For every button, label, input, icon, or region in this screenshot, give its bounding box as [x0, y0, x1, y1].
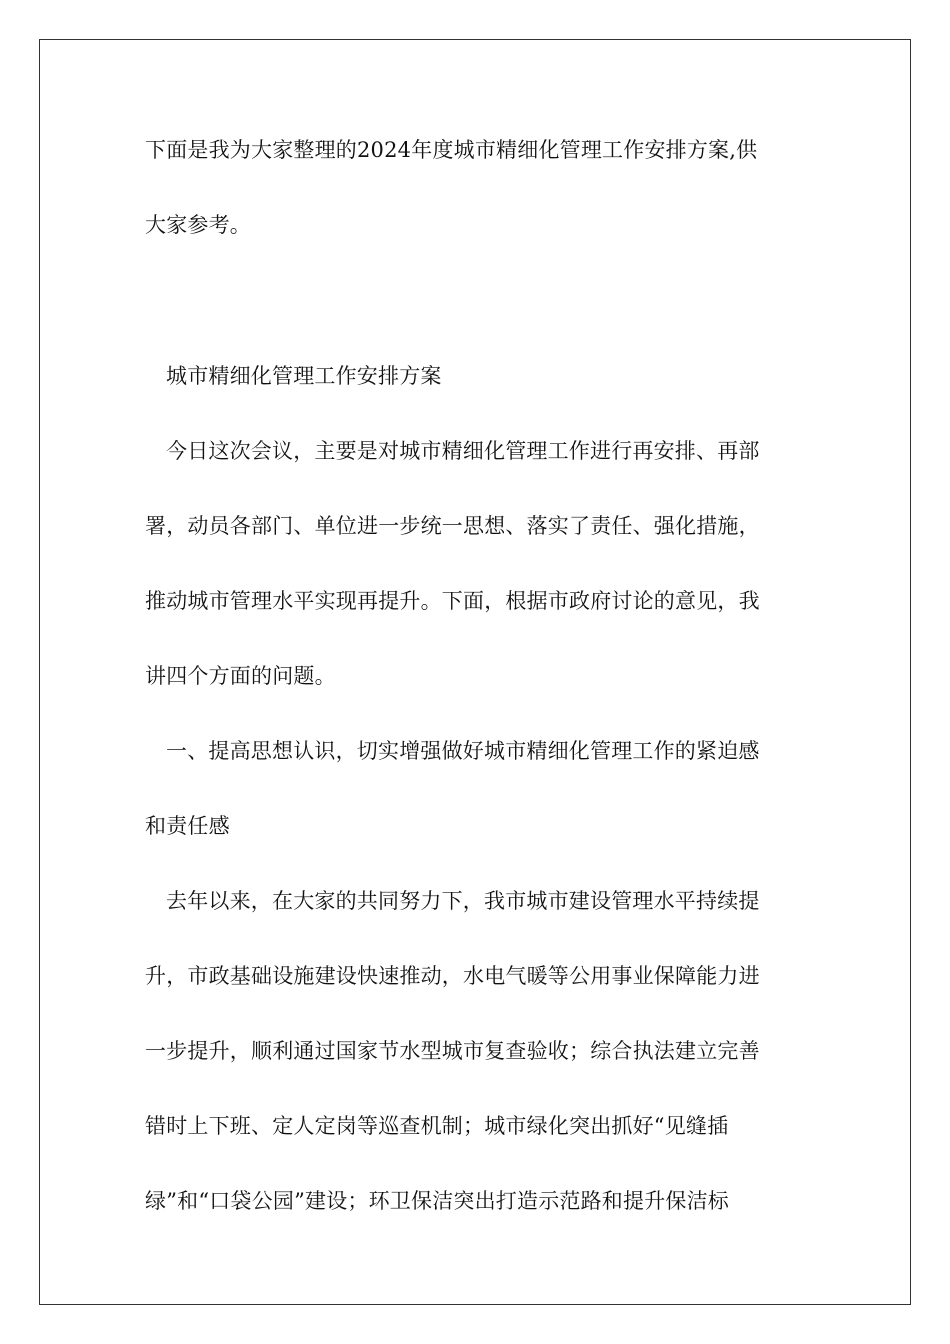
paragraph1-line-3: 推动城市管理水平实现再提升。下面，根据市政府讨论的意见，我 [145, 589, 760, 613]
paragraph1-line-2: 署，动员各部门、单位进一步统一思想、落实了责任、强化措施， [145, 514, 760, 538]
paragraph2-line-2: 升，市政基础设施建设快速推动，水电气暖等公用事业保障能力进 [145, 964, 760, 988]
paragraph1-line-1: 今日这次会议，主要是对城市精细化管理工作进行再安排、再部 [166, 439, 760, 463]
document-title: 城市精细化管理工作安排方案 [166, 364, 442, 388]
paragraph2-line-1: 去年以来，在大家的共同努力下，我市城市建设管理水平持续提 [166, 889, 760, 913]
paragraph2-line-5: 绿”和“口袋公园”建设；环卫保洁突出打造示范路和提升保洁标 [145, 1189, 730, 1213]
paragraph1-line-4: 讲四个方面的问题。 [145, 664, 336, 688]
paragraph2-line-4: 错时上下班、定人定岗等巡查机制；城市绿化突出抓好“见缝插 [145, 1114, 729, 1138]
section1-heading-line-1: 一、提高思想认识，切实增强做好城市精细化管理工作的紧迫感 [166, 739, 760, 763]
intro-line-1: 下面是我为大家整理的2024年度城市精细化管理工作安排方案,供 [145, 138, 758, 162]
intro-line-2: 大家参考。 [145, 213, 251, 237]
paragraph2-line-3: 一步提升，顺利通过国家节水型城市复查验收；综合执法建立完善 [145, 1039, 760, 1063]
section1-heading-line-2: 和责任感 [145, 814, 230, 838]
